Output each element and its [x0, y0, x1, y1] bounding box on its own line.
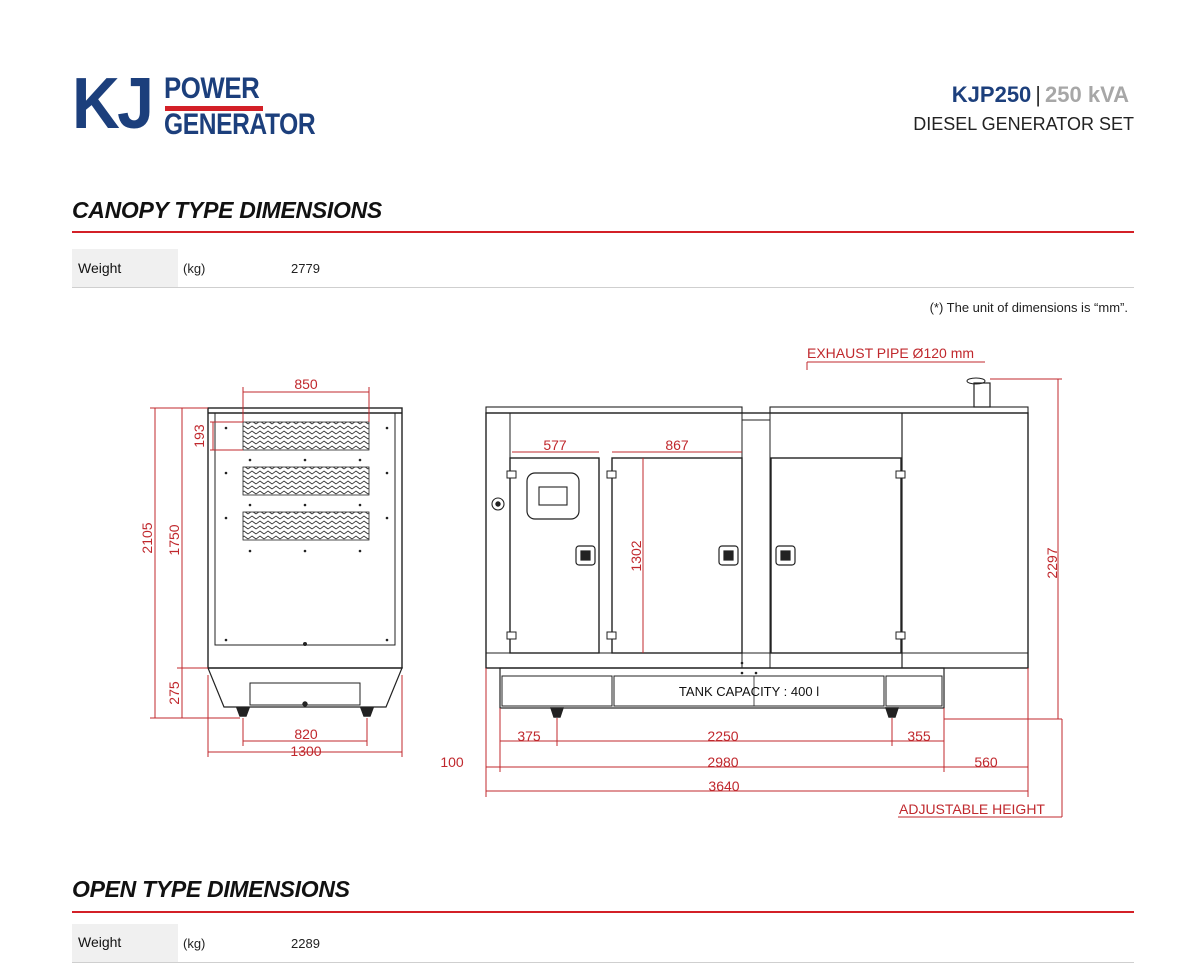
side-dimension-labels — [440, 345, 1060, 817]
open-weight-unit: (kg) — [183, 936, 206, 951]
weight-label: Weight — [78, 260, 122, 276]
control-panel-display — [527, 473, 579, 519]
dim-1300: 1300 — [290, 743, 322, 759]
front-base-frame — [208, 668, 402, 707]
front-louver-middle — [243, 467, 369, 495]
dim-1750: 1750 — [166, 524, 182, 556]
dim-850: 850 — [294, 376, 318, 392]
open-weight-label: Weight — [78, 934, 122, 950]
dim-560: 560 — [974, 754, 998, 770]
front-foot-right — [361, 708, 373, 716]
dim-2250: 2250 — [707, 728, 739, 744]
logo-power-text: POWER — [164, 72, 260, 105]
tank-capacity-label: TANK CAPACITY : 400 l — [678, 684, 820, 699]
front-louver-bottom — [243, 512, 369, 540]
side-dimension-lines — [486, 362, 1062, 817]
dim-355: 355 — [907, 728, 931, 744]
dim-2105: 2105 — [139, 522, 155, 554]
open-weight-label-cell — [72, 924, 178, 962]
dim-2980: 2980 — [707, 754, 739, 770]
dim-1302: 1302 — [628, 540, 644, 572]
open-section-title: OPEN TYPE DIMENSIONS — [72, 876, 350, 902]
model-kva: 250 kVA — [1045, 82, 1129, 107]
dim-867: 867 — [665, 437, 689, 453]
product-subtitle: DIESEL GENERATOR SET — [913, 114, 1134, 134]
door-handles — [576, 546, 795, 565]
logo-kj-text: KJ — [72, 64, 152, 144]
weight-unit: (kg) — [183, 261, 206, 276]
canopy-section-title: CANOPY TYPE DIMENSIONS — [72, 197, 382, 223]
weight-value: 2779 — [291, 261, 320, 276]
front-louver-top — [243, 422, 369, 450]
dim-820: 820 — [294, 726, 318, 742]
open-section-rule — [72, 911, 1134, 913]
dim-275: 275 — [166, 681, 182, 705]
front-foot-left — [237, 708, 249, 716]
dim-100: 100 — [440, 754, 464, 770]
side-foot-right — [886, 708, 898, 717]
units-note: (*) The unit of dimensions is “mm”. — [929, 300, 1128, 315]
dim-375: 375 — [517, 728, 541, 744]
open-weight-value: 2289 — [291, 936, 320, 951]
exhaust-pipe — [974, 383, 990, 407]
side-foot-left — [551, 708, 563, 717]
model-code: KJP250 — [951, 82, 1032, 107]
dim-577: 577 — [543, 437, 567, 453]
side-view — [486, 378, 1028, 717]
side-canopy-body — [486, 413, 1028, 668]
dim-2297: 2297 — [1044, 547, 1060, 579]
exhaust-label: EXHAUST PIPE Ø120 mm — [807, 345, 975, 361]
model-separator: | — [1035, 82, 1042, 107]
logo-generator-text: GENERATOR — [164, 108, 316, 141]
adjustable-height-label: ADJUSTABLE HEIGHT — [899, 801, 1045, 817]
open-weight-row — [72, 924, 1134, 963]
dim-3640: 3640 — [708, 778, 740, 794]
front-view — [208, 408, 402, 716]
dim-193: 193 — [191, 424, 207, 448]
